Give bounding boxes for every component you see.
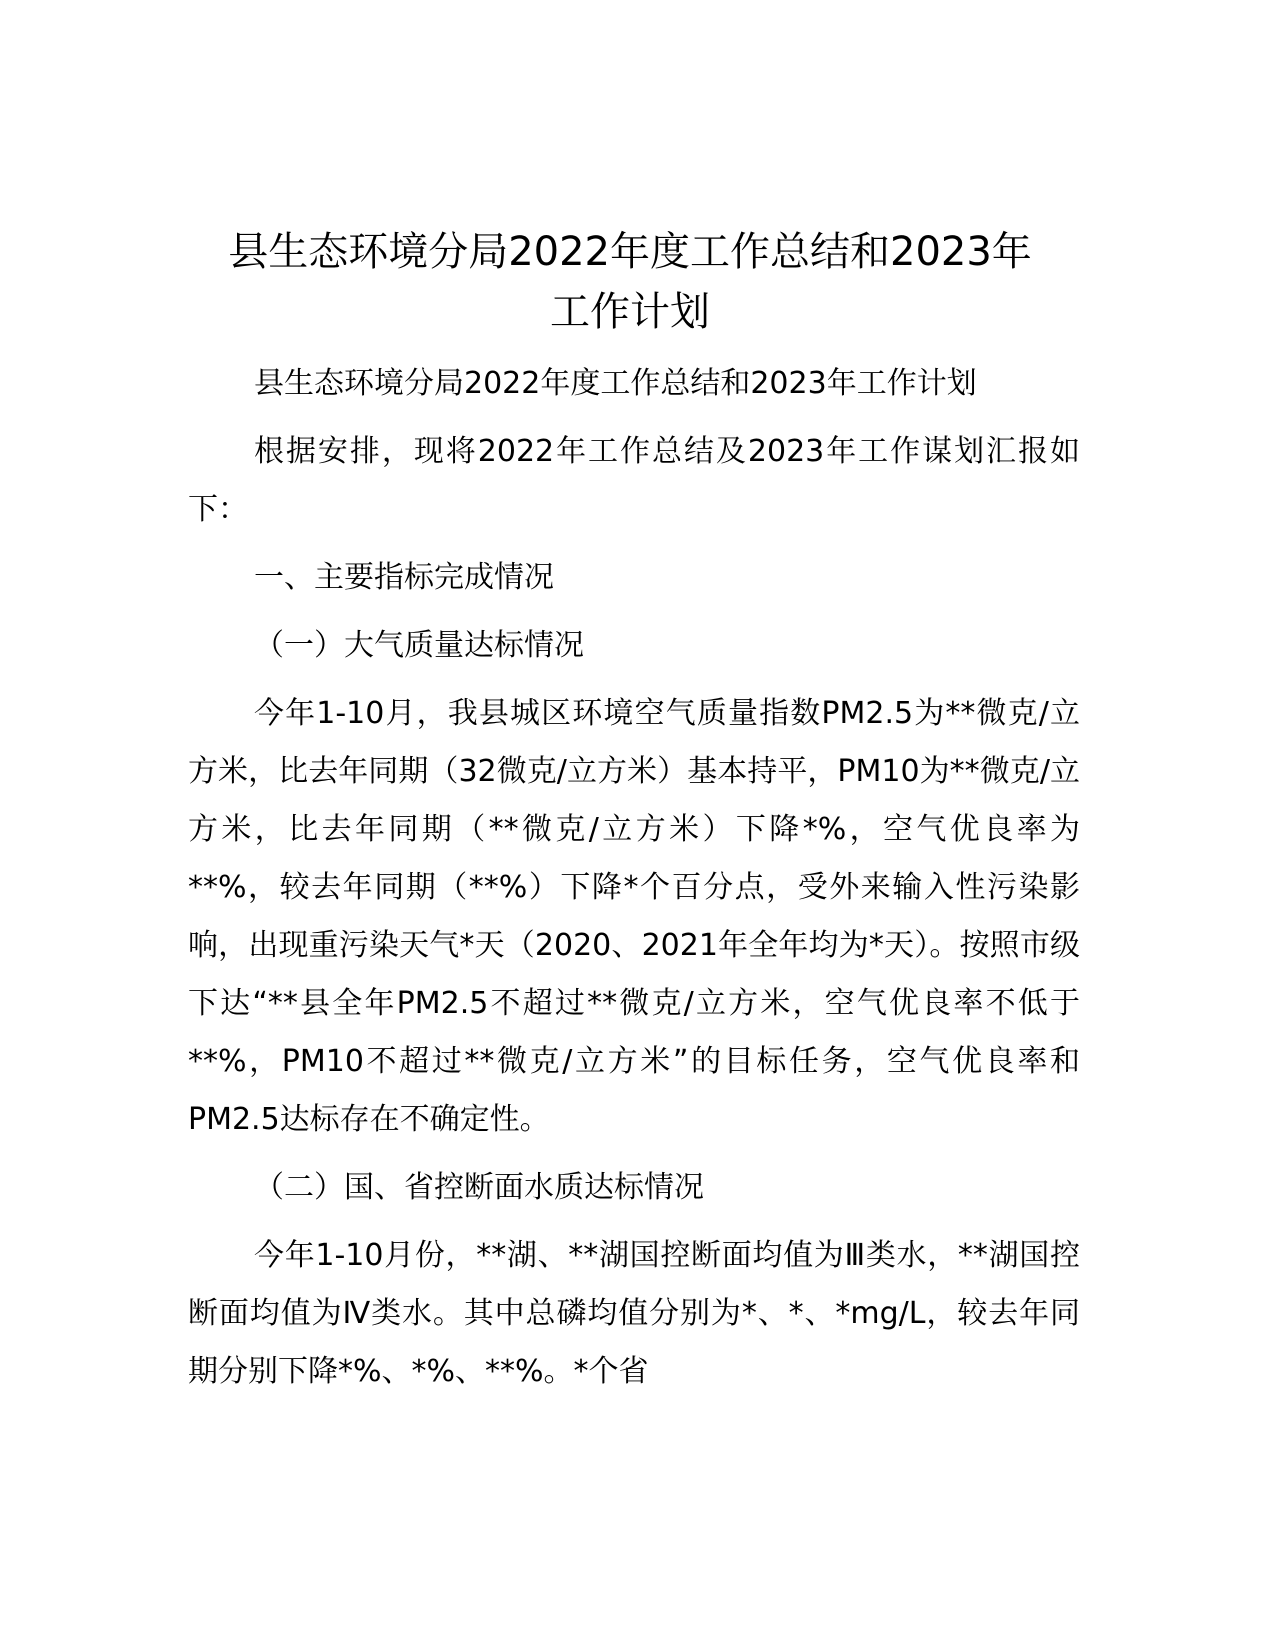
document-title [180,222,1080,342]
intro-paragraph: 根据安排，现将2022年工作总结及2023年工作谋划汇报如下： [188,434,1080,527]
subsection-1-heading: （一）大气质量达标情况 [254,628,584,663]
document-body [188,355,1080,1411]
title-line-1: 县生态环境分局2022年度工作总结和2023年 [228,229,1032,275]
subsection-2-heading: （二）国、省控断面水质达标情况 [254,1170,704,1205]
section-1-heading: 一、主要指标完成情况 [254,560,554,595]
subtitle: 县生态环境分局2022年度工作总结和2023年工作计划 [254,366,977,401]
subsection-2-paragraph: 今年1-10月份，**湖、**湖国控断面均值为Ⅲ类水，**湖国控断面均值为Ⅳ类水。其中总磷均值分别为*、*、*mg/L，较去年同期分别下降*%、*%、**%。*个省 [188,1238,1080,1389]
subsection-1-paragraph: 今年1-10月，我县城区环境空气质量指数PM2.5为**微克/立方米，比去年同期（32微克/立方米）基本持平，PM10为**微克/立方米，比去年同期（**微克/立方米）下降*%，空气优良率为**%，较去年同期（**%）下降*个百分点，受外来输入性污染影响，出现重污染天气*天（2020、2021年全年均为*天）。按照市级下达“**县全年PM2.5不超过**微克/立方米，空气优良率不低于**%，PM10不超过**微克/立方米”的目标任务，空气优良率和PM2.5达标存在不确定性。 [188,696,1080,1137]
title-line-2: 工作计划 [550,289,710,335]
